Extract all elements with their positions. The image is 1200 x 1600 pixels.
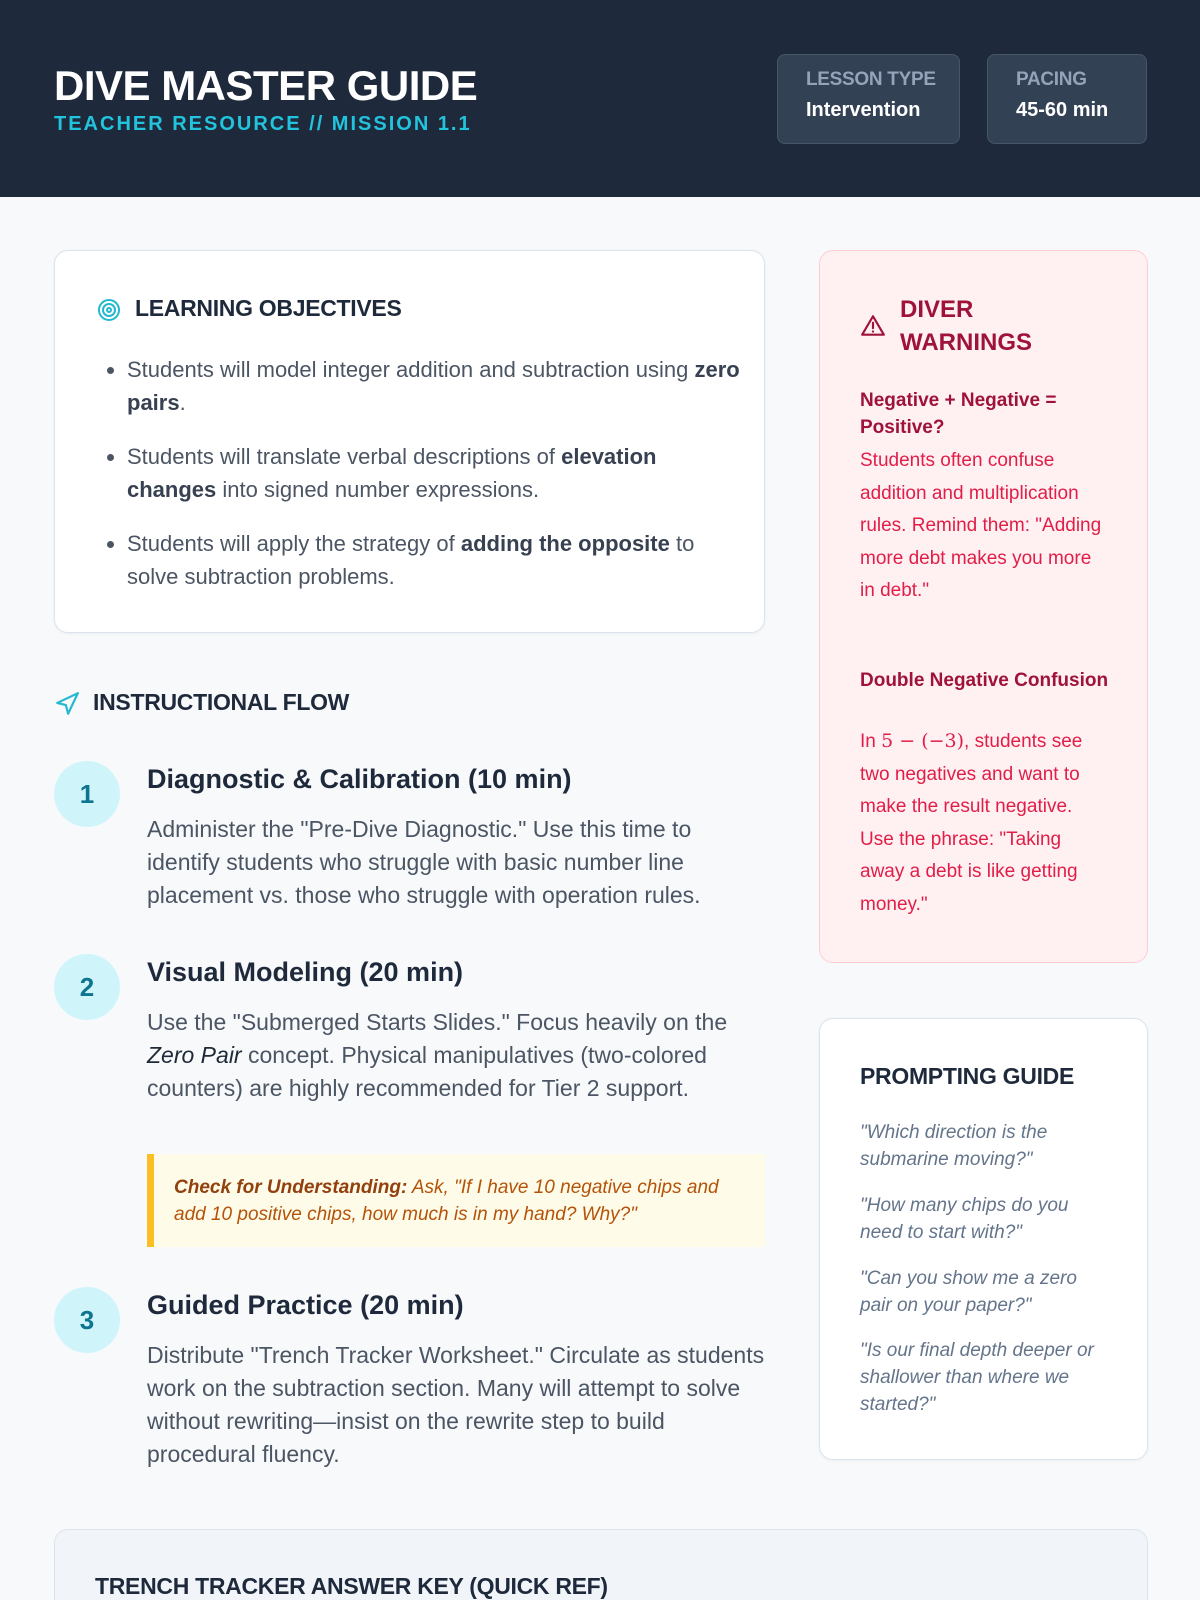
warning-triangle-icon: [860, 313, 886, 339]
prompting-guide-card: [819, 1018, 1148, 1460]
check-for-understanding-callout: [147, 1154, 765, 1247]
answer-key-card: [54, 1529, 1148, 1600]
prompt-question: "Which direction is the submarine moving?": [860, 1122, 1048, 1170]
page-header: [0, 0, 1200, 197]
callout-label: Check for Understanding:: [174, 1177, 408, 1198]
step-body: Distribute "Trench Tracker Worksheet." Circulate as students work on the subtraction section. Many will attempt to solve without rewriting—insist on the rewrite step to build procedural fluency.: [147, 1342, 765, 1467]
page-title: DIVE MASTER GUIDE: [54, 62, 478, 109]
list-item: • Students will apply the strategy of adding the opposite to solve subtraction problems.: [127, 527, 747, 593]
prompt-question: "How many chips do you need to start with?": [860, 1195, 1069, 1243]
warning-text: In 5 − (−3), students see two negatives and want to make the result negative. Use the phrase: "Taking away a debt is like getting money.": [860, 730, 1083, 915]
badge-label: PACING: [1016, 69, 1087, 90]
badge-value: Intervention: [806, 99, 921, 121]
step-number-2: 2: [54, 954, 120, 1020]
warning-text: Students often confuse addition and multiplication rules. Remind them: "Adding more debt makes you more in debt.": [860, 450, 1102, 601]
badge-label: LESSON TYPE: [806, 69, 936, 90]
step-title: Guided Practice (20 min): [147, 1290, 464, 1320]
page-subtitle: TEACHER RESOURCE // MISSION 1.1: [54, 113, 472, 135]
step-body: Administer the "Pre-Dive Diagnostic." Use this time to identify students who struggle with basic number line placement vs. those who struggle with operation rules.: [147, 816, 701, 908]
instructional-flow-heading: INSTRUCTIONAL FLOW: [93, 689, 350, 715]
badge-value: 45-60 min: [1016, 99, 1109, 121]
diver-warnings-card: [819, 250, 1148, 963]
warning-heading: Negative + Negative = Positive?: [860, 390, 1057, 438]
step-number-3: 3: [54, 1287, 120, 1353]
navigation-icon: [54, 691, 80, 717]
objectives-list: [127, 353, 747, 614]
list-item: • Students will model integer addition and subtraction using zero pairs.: [127, 353, 747, 419]
pacing-badge: [987, 54, 1147, 144]
step-number-1: 1: [54, 761, 120, 827]
target-icon: [97, 298, 121, 322]
prompt-question: "Is our final depth deeper or shallower than where we started?": [860, 1340, 1094, 1415]
answer-key-heading: TRENCH TRACKER ANSWER KEY (QUICK REF): [95, 1573, 608, 1599]
step-title: Visual Modeling (20 min): [147, 957, 464, 987]
step-title: Diagnostic & Calibration (10 min): [147, 764, 572, 794]
lesson-type-badge: [777, 54, 960, 144]
math-expression: 5 − (−3): [881, 730, 965, 752]
prompting-heading: PROMPTING GUIDE: [860, 1063, 1075, 1089]
warnings-heading: DIVER WARNINGS: [900, 296, 1032, 356]
step-body: Use the "Submerged Starts Slides." Focus heavily on the Zero Pair concept. Physical manipulatives (two-colored counters) are highly recommended for Tier 2 support.: [147, 1009, 728, 1101]
list-item: • Students will translate verbal descriptions of elevation changes into signed number expressions.: [127, 440, 747, 506]
callout-text: Ask, "If I have 10 negative chips and add 10 positive chips, how much is in my hand? Why?": [174, 1177, 719, 1225]
objectives-heading: LEARNING OBJECTIVES: [135, 295, 402, 321]
warning-heading: Double Negative Confusion: [860, 670, 1109, 691]
prompt-question: "Can you show me a zero pair on your paper?": [860, 1268, 1077, 1316]
learning-objectives-card: [54, 250, 765, 633]
